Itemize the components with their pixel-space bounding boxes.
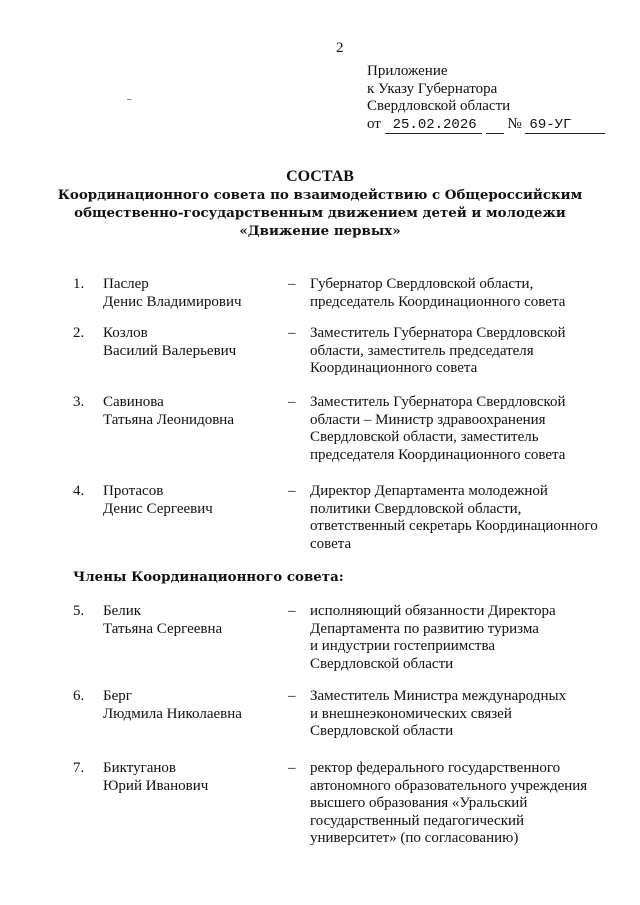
role-line: области, заместитель председателя	[310, 342, 534, 359]
person-role	[310, 276, 610, 311]
separator-dash: –	[288, 603, 296, 619]
item-number: 6.	[73, 688, 85, 704]
person-name	[103, 760, 208, 795]
annex-line-1: Приложение	[367, 63, 448, 79]
item-number: 2.	[73, 325, 85, 341]
person-name	[103, 276, 242, 311]
person-name	[103, 483, 213, 518]
role-line: Директор Департамента молодежной	[310, 483, 548, 499]
person-given-names: Василий Валерьевич	[103, 342, 237, 359]
item-number: 4.	[73, 483, 85, 499]
person-role	[310, 760, 610, 848]
separator-dash: –	[288, 276, 296, 292]
item-number: 3.	[73, 394, 85, 410]
role-line: Свердловской области, заместитель	[310, 429, 539, 445]
role-line: автономного образовательного учреждения	[310, 777, 588, 794]
annex-reference	[367, 116, 605, 134]
role-line: Свердловской области	[310, 655, 454, 672]
role-line: высшего образования «Уральский	[310, 795, 528, 811]
person-given-names: Юрий Иванович	[103, 777, 209, 794]
person-role	[310, 603, 610, 673]
number-label: №	[507, 115, 522, 132]
item-number: 5.	[73, 603, 85, 619]
person-name	[103, 325, 236, 360]
separator-dash: –	[288, 483, 296, 499]
role-line: и внешнеэкономических связей	[310, 705, 512, 722]
role-line: председателя Координационного совета	[310, 446, 566, 463]
subtitle-line-1: Координационного совета по взаимодействию с Общероссийским	[57, 187, 583, 203]
person-surname: Паслер	[103, 276, 149, 292]
role-line: государственный педагогический	[310, 812, 525, 829]
role-line: Свердловской области	[310, 723, 454, 739]
role-line: и индустрии гостеприимства	[310, 638, 496, 654]
role-line: политики Свердловской области,	[310, 500, 522, 517]
person-surname: Берг	[103, 688, 132, 704]
person-given-names: Денис Владимирович	[103, 293, 242, 310]
annex-line-2: к Указу Губернатора	[367, 80, 498, 97]
separator-dash: –	[288, 325, 296, 341]
date-underline-gap	[486, 118, 504, 134]
person-role	[310, 394, 610, 464]
role-line: области – Министр здравоохранения	[310, 411, 546, 428]
role-line: председатель Координационного совета	[310, 293, 566, 310]
subtitle-line-2: общественно-государственным движением детей и молодежи	[74, 205, 566, 221]
role-line: Заместитель Министра международных	[310, 688, 567, 704]
scan-speck	[127, 99, 131, 100]
person-surname: Савинова	[103, 394, 164, 410]
person-given-names: Людмила Николаевна	[103, 705, 242, 722]
item-number: 1.	[73, 276, 85, 292]
person-surname: Козлов	[103, 325, 148, 341]
person-role	[310, 688, 610, 741]
annex-block	[367, 63, 605, 134]
role-line: Заместитель Губернатора Свердловской	[310, 394, 566, 410]
person-surname: Биктуганов	[103, 760, 177, 776]
role-line: ректор федерального государственного	[310, 760, 561, 776]
separator-dash: –	[288, 688, 296, 704]
person-surname: Протасов	[103, 483, 164, 499]
subtitle-line-3: «Движение первых»	[239, 223, 401, 239]
document-subtitle	[0, 186, 640, 240]
person-role	[310, 325, 610, 378]
role-line: Губернатор Свердловской области,	[310, 276, 534, 292]
separator-dash: –	[288, 760, 296, 776]
item-number: 7.	[73, 760, 85, 776]
person-name	[103, 394, 234, 429]
person-surname: Белик	[103, 603, 142, 619]
person-name	[103, 688, 242, 723]
members-heading: Члены Координационного совета:	[73, 569, 344, 585]
separator-dash: –	[288, 394, 296, 410]
person-given-names: Денис Сергеевич	[103, 500, 213, 517]
role-line: Заместитель Губернатора Свердловской	[310, 325, 566, 341]
role-line: университет» (по согласованию)	[310, 830, 519, 846]
decree-date: 25.02.2026	[385, 118, 482, 134]
document-title: СОСТАВ	[286, 168, 354, 185]
page-number: 2	[336, 40, 344, 56]
role-line: Департамента по развитию туризма	[310, 620, 539, 637]
annex-line-3: Свердловской области	[367, 98, 511, 114]
person-given-names: Татьяна Сергеевна	[103, 620, 223, 637]
decree-number: 69-УГ	[525, 118, 605, 134]
role-line: исполняющий обязанности Директора	[310, 603, 556, 619]
role-line: ответственный секретарь Координационного	[310, 518, 598, 534]
from-label: от	[367, 115, 381, 132]
person-name	[103, 603, 222, 638]
person-given-names: Татьяна Леонидовна	[103, 411, 234, 428]
person-role	[310, 483, 610, 553]
role-line: Координационного совета	[310, 360, 478, 376]
role-line: совета	[310, 535, 352, 552]
